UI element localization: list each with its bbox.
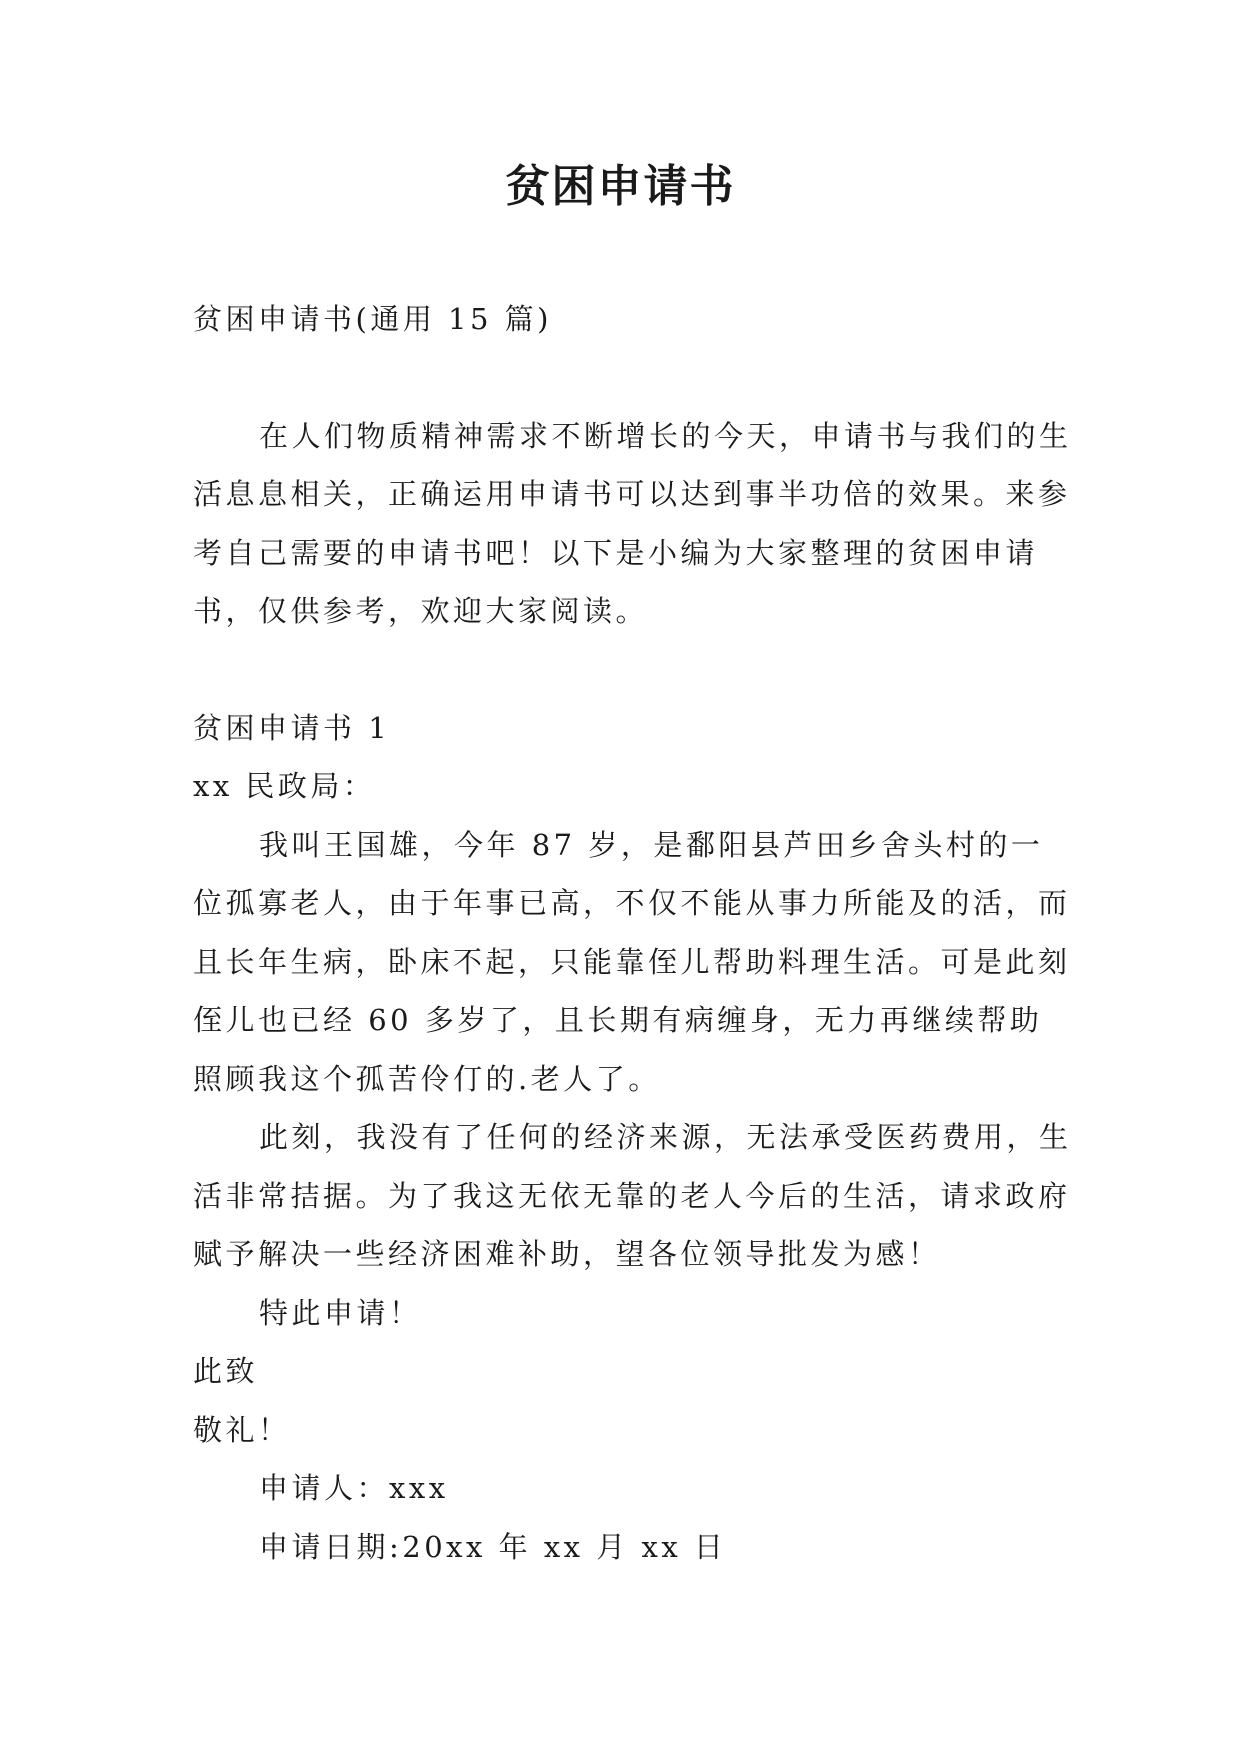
closing-line: 此致 (193, 1354, 259, 1388)
closing-line: 敬礼！ (193, 1412, 291, 1447)
body-paragraph: 特此申请！ (259, 1295, 422, 1330)
body-paragraph: 此刻，我没有了任何的经济来源，无法承受医药费用，生活非常拮据。为了我这无依无靠的老人今后的生活，请求政府赋予解决一些经济困难补助，望各位领导批发为感！ (193, 1120, 1072, 1271)
document-body (193, 290, 1073, 1576)
intro-paragraph: 在人们物质精神需求不断增长的今天，申请书与我们的生活息息相关，正确运用申请书可以达到事半功倍的效果。来参考自己需要的申请书吧！以下是小编为大家整理的贫困申请书，仅供参考，欢迎大家阅读。 (193, 418, 1072, 628)
body-paragraph: 我叫王国雄，今年 87 岁，是鄱阳县芦田乡舍头村的一位孤寡老人，由于年事已高，不仅不能从事力所能及的活，而且长年生病，卧床不起，只能靠侄儿帮助料理生活。可是此刻侄儿也已经 60 多岁了，且长期有病缠身，无力再继续帮助照顾我这个孤苦伶仃的.老人了。 (193, 827, 1071, 1096)
spacer (193, 349, 1073, 407)
applicant-line: 申请人：xxx (259, 1471, 449, 1505)
recipient-line: xx 民政局： (193, 769, 376, 803)
document-subtitle: 贫困申请书(通用 15 篇) (193, 302, 552, 336)
section-heading: 贫困申请书 1 (193, 710, 391, 745)
spacer (193, 641, 1073, 699)
document-title: 贫困申请书 (505, 161, 736, 212)
date-line: 申请日期:20xx 年 xx 月 xx 日 (259, 1529, 727, 1564)
